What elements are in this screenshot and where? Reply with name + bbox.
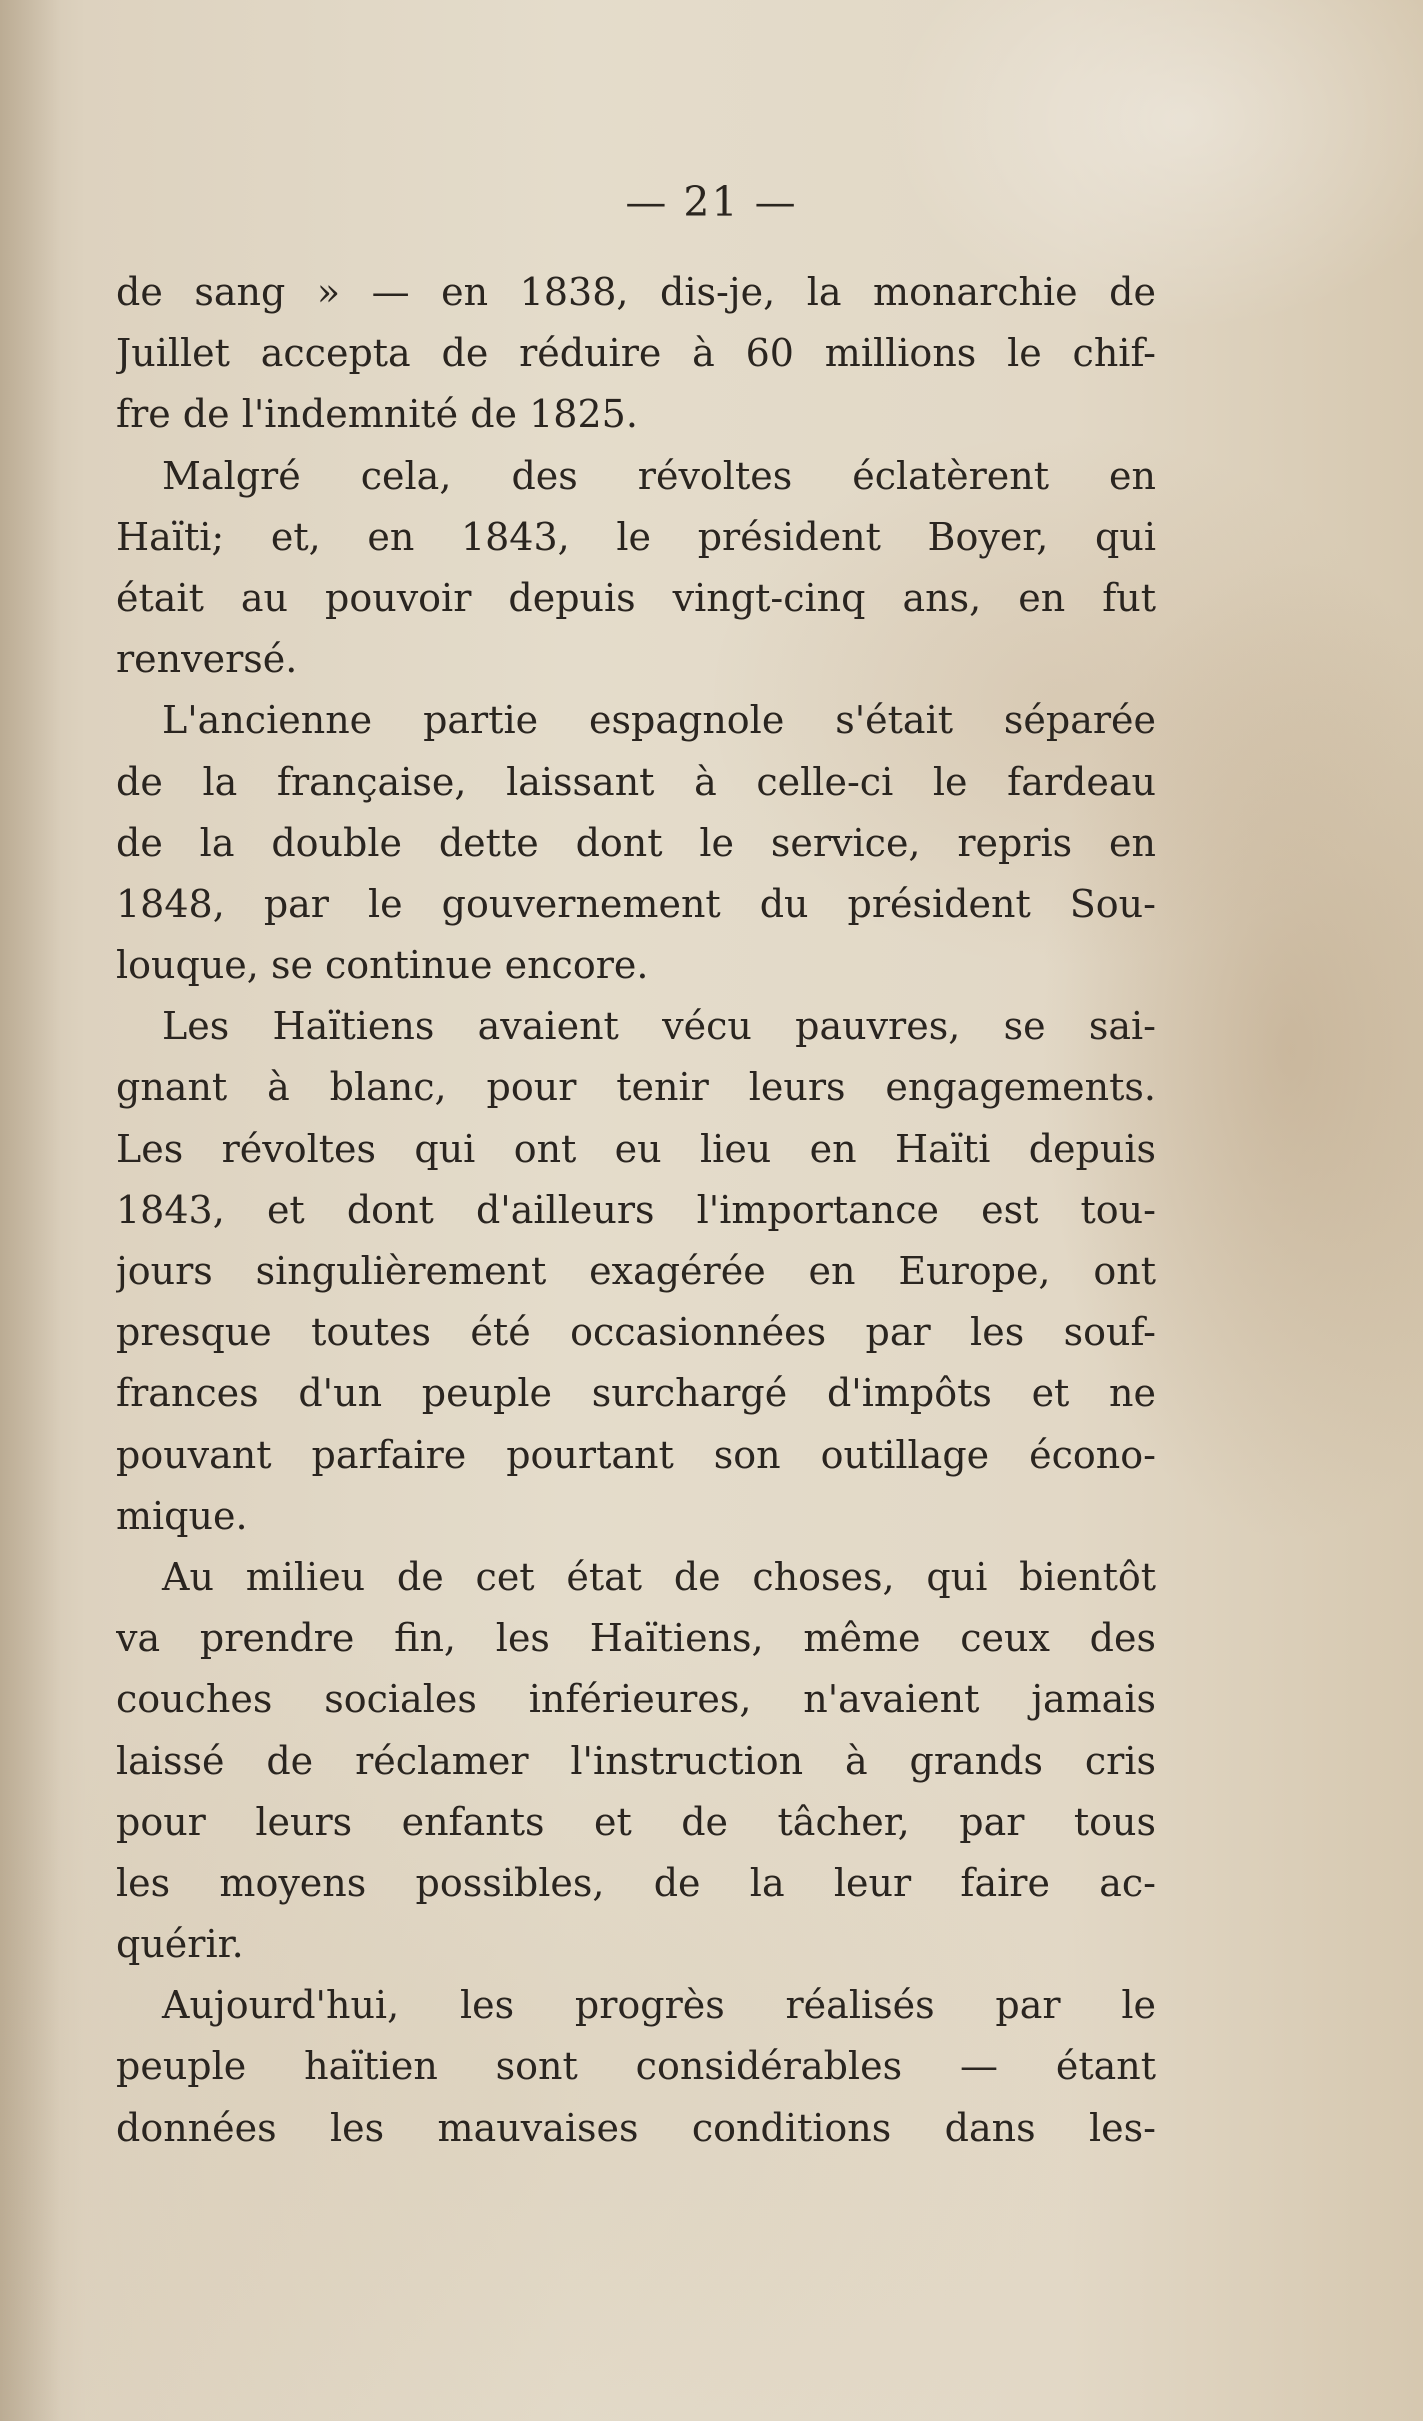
text-line: couches sociales inférieures, n'avaient jamais <box>116 1677 1156 1722</box>
text-line: quérir. <box>116 1922 244 1967</box>
text-line: Les révoltes qui ont eu lieu en Haïti depuis <box>116 1126 1156 1171</box>
text-line: 1843, et dont d'ailleurs l'importance est tou- <box>116 1187 1156 1232</box>
text-line: jours singulièrement exagérée en Europe, ont <box>116 1249 1156 1293</box>
text-line: Haïti; et, en 1843, le président Boyer, qui <box>116 514 1156 559</box>
text-line: pour leurs enfants et de tâcher, par tous <box>116 1799 1156 1844</box>
text-line: renversé. <box>116 637 298 682</box>
text-line: données les mauvaises conditions dans les- <box>116 2105 1156 2150</box>
text-line: Malgré cela, des révoltes éclatèrent en <box>162 453 1156 498</box>
page-edge-shadow <box>0 0 60 2421</box>
text-line: les moyens possibles, de la leur faire ac- <box>116 1860 1156 1905</box>
text-line: 1848, par le gouvernement du président Sou- <box>116 881 1156 926</box>
text-line: mique. <box>116 1493 248 1538</box>
text-line: Les Haïtiens avaient vécu pauvres, se sai- <box>162 1004 1156 1049</box>
text-line: presque toutes été occasionnées par les souf- <box>116 1310 1156 1355</box>
text-line: Aujourd'hui, les progrès réalisés par le <box>162 1983 1156 2028</box>
text-line: frances d'un peuple surchargé d'impôts et ne <box>116 1371 1156 1416</box>
text-line: de sang » — en 1838, dis-je, la monarchie de <box>116 270 1156 314</box>
text-line: était au pouvoir depuis vingt-cinq ans, en fut <box>116 575 1156 620</box>
text-line: louque, se continue encore. <box>116 943 649 988</box>
text-line: gnant à blanc, pour tenir leurs engagements. <box>116 1065 1156 1110</box>
text-line: laissé de réclamer l'instruction à grands cris <box>116 1738 1156 1783</box>
text-line: L'ancienne partie espagnole s'était séparée <box>162 698 1156 743</box>
text-line: fre de l'indemnité de 1825. <box>116 392 638 437</box>
text-line: de la française, laissant à celle-ci le fardeau <box>116 759 1156 804</box>
text-line: de la double dette dont le service, repris en <box>116 820 1156 865</box>
text-line: Juillet accepta de réduire à 60 millions le chif- <box>116 331 1156 376</box>
text-line: peuple haïtien sont considérables — étant <box>116 2044 1156 2089</box>
text-line: Au milieu de cet état de choses, qui bientôt <box>162 1554 1156 1599</box>
text-line: pouvant parfaire pourtant son outillage écono- <box>116 1432 1156 1477</box>
page-number: — 21 — <box>625 178 798 226</box>
body-text <box>116 262 1156 2159</box>
text-line: va prendre fin, les Haïtiens, même ceux des <box>116 1616 1156 1661</box>
